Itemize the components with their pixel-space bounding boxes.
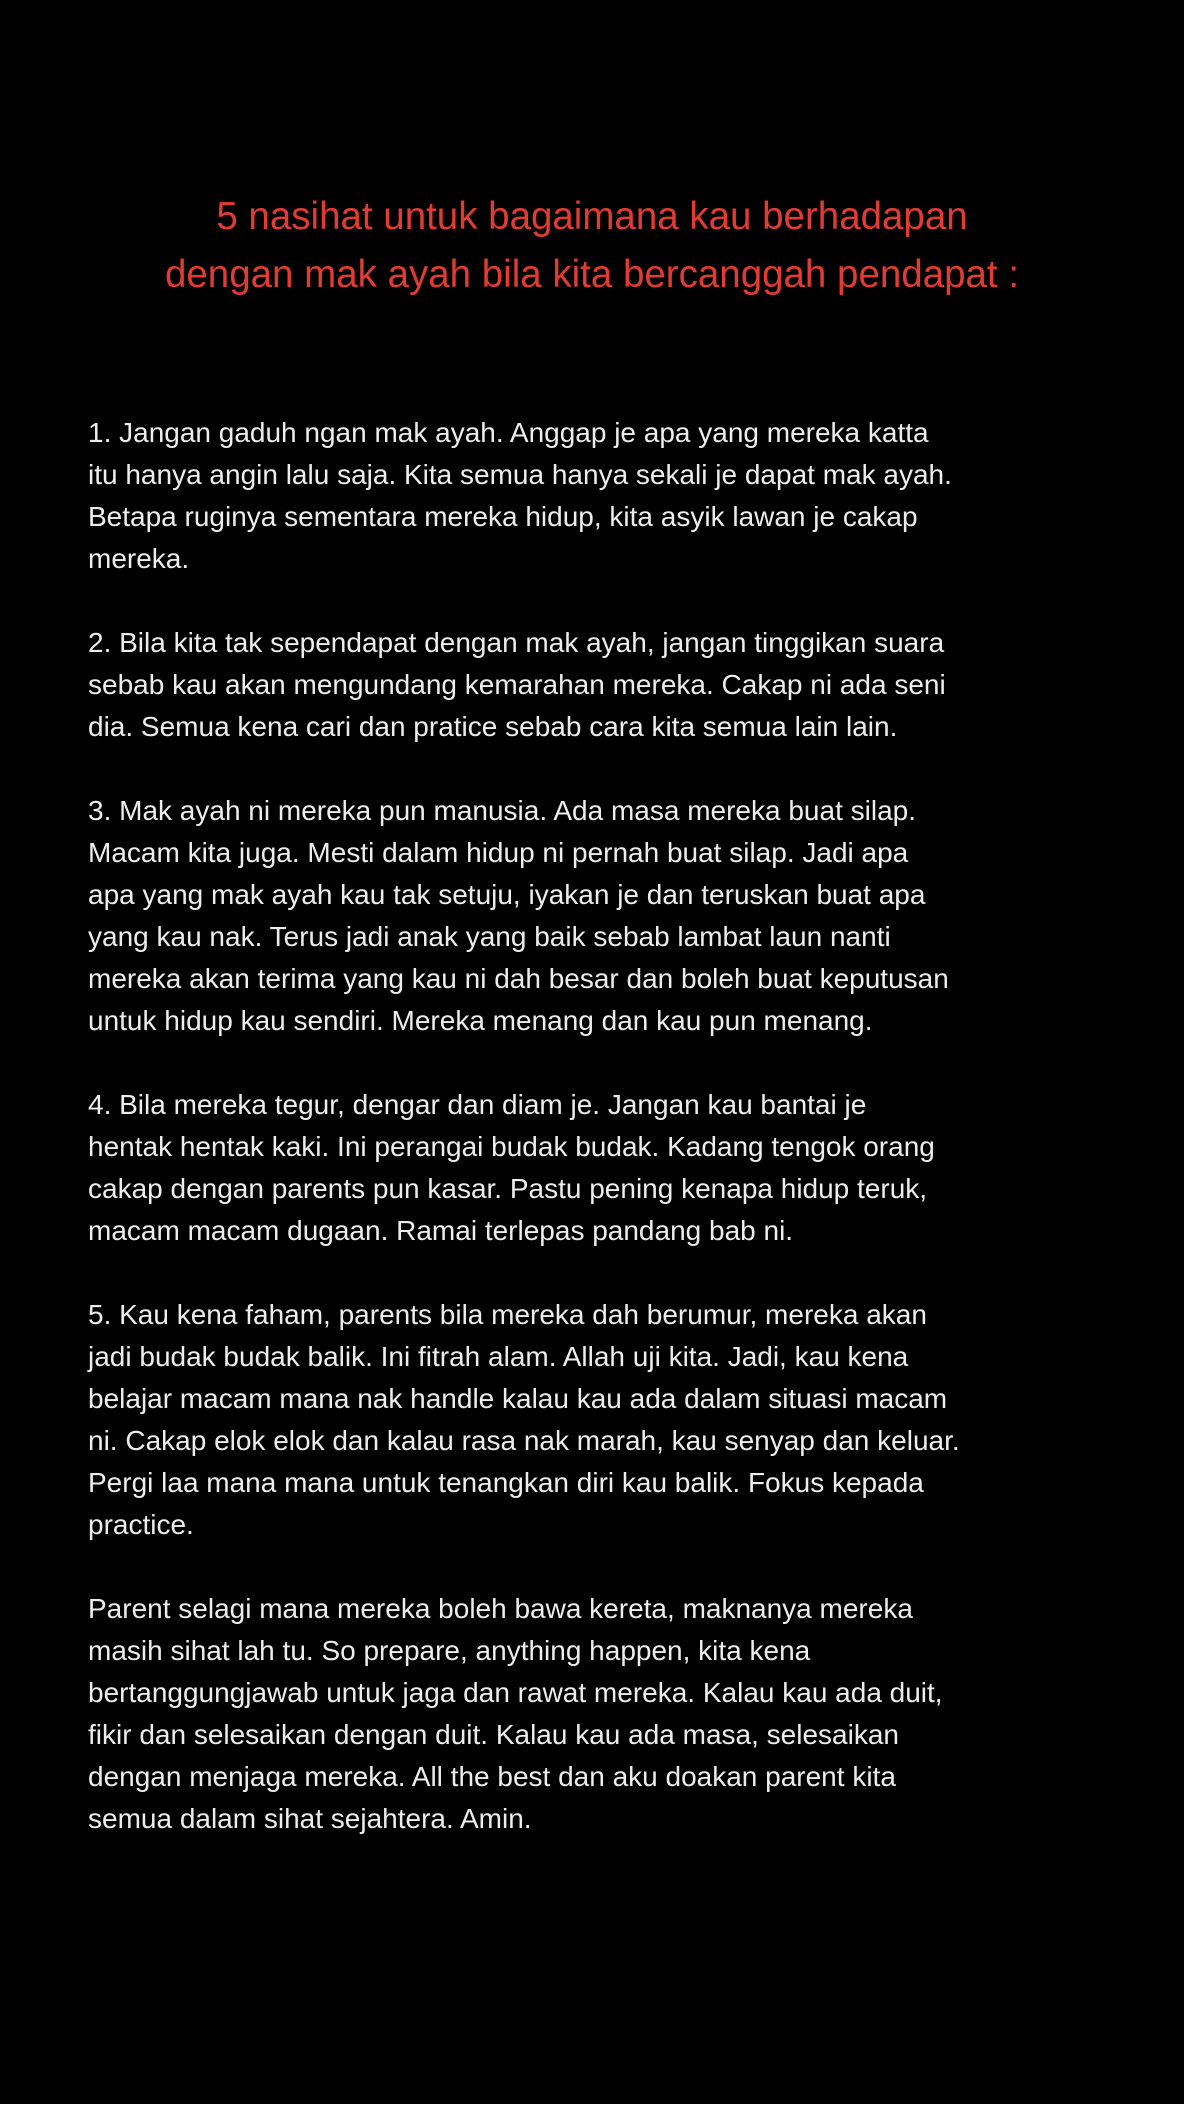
text-line: practice.	[88, 1509, 194, 1540]
text-line: fikir dan selesaikan dengan duit. Kalau kau ada masa, selesaikan	[88, 1719, 899, 1750]
advice-paragraph-1	[88, 412, 1148, 580]
text-line: jadi budak budak balik. Ini fitrah alam. Allah uji kita. Jadi, kau kena	[88, 1341, 909, 1372]
advice-paragraph-5	[88, 1294, 1148, 1546]
text-line: itu hanya angin lalu saja. Kita semua hanya sekali je dapat mak ayah.	[88, 459, 952, 490]
text-line: 4. Bila mereka tegur, dengar dan diam je. Jangan kau bantai je	[88, 1089, 867, 1120]
advice-paragraph-3	[88, 790, 1148, 1042]
advice-paragraph-2	[88, 622, 1148, 748]
advice-paragraph-4	[88, 1084, 1148, 1252]
text-line: yang kau nak. Terus jadi anak yang baik sebab lambat laun nanti	[88, 921, 891, 952]
text-line: hentak hentak kaki. Ini perangai budak budak. Kadang tengok orang	[88, 1131, 935, 1162]
page-title	[0, 188, 1184, 304]
text-line: ni. Cakap elok elok dan kalau rasa nak marah, kau senyap dan keluar.	[88, 1425, 960, 1456]
text-line: 3. Mak ayah ni mereka pun manusia. Ada masa mereka buat silap.	[88, 795, 916, 826]
text-line: cakap dengan parents pun kasar. Pastu pening kenapa hidup teruk,	[88, 1173, 928, 1204]
text-line: belajar macam mana nak handle kalau kau ada dalam situasi macam	[88, 1383, 948, 1414]
text-line: semua dalam sihat sejahtera. Amin.	[88, 1803, 532, 1834]
text-line: macam macam dugaan. Ramai terlepas pandang bab ni.	[88, 1215, 794, 1246]
text-line: Pergi laa mana mana untuk tenangkan diri kau balik. Fokus kepada	[88, 1467, 924, 1498]
text-line: masih sihat lah tu. So prepare, anything happen, kita kena	[88, 1635, 811, 1666]
text-line: untuk hidup kau sendiri. Mereka menang dan kau pun menang.	[88, 1005, 873, 1036]
text-line: mereka akan terima yang kau ni dah besar dan boleh buat keputusan	[88, 963, 949, 994]
text-line: Parent selagi mana mereka boleh bawa kereta, maknanya mereka	[88, 1593, 913, 1624]
text-line: 5. Kau kena faham, parents bila mereka dah berumur, mereka akan	[88, 1299, 927, 1330]
text-line: sebab kau akan mengundang kemarahan mereka. Cakap ni ada seni	[88, 669, 946, 700]
text-line: dengan menjaga mereka. All the best dan aku doakan parent kita	[88, 1761, 896, 1792]
text-line: Betapa ruginya sementara mereka hidup, kita asyik lawan je cakap	[88, 501, 918, 532]
text-line: bertanggungjawab untuk jaga dan rawat mereka. Kalau kau ada duit,	[88, 1677, 943, 1708]
advice-body	[88, 412, 1148, 1882]
title-line: 5 nasihat untuk bagaimana kau berhadapan	[216, 195, 968, 238]
closing-paragraph	[88, 1588, 1148, 1840]
title-line: dengan mak ayah bila kita bercanggah pendapat :	[164, 253, 1020, 296]
text-line: dia. Semua kena cari dan pratice sebab cara kita semua lain lain.	[88, 711, 898, 742]
text-line: mereka.	[88, 543, 190, 574]
text-line: 1. Jangan gaduh ngan mak ayah. Anggap je apa yang mereka katta	[88, 417, 929, 448]
text-line: apa yang mak ayah kau tak setuju, iyakan je dan teruskan buat apa	[88, 879, 926, 910]
text-line: 2. Bila kita tak sependapat dengan mak ayah, jangan tinggikan suara	[88, 627, 945, 658]
text-line: Macam kita juga. Mesti dalam hidup ni pernah buat silap. Jadi apa	[88, 837, 909, 868]
